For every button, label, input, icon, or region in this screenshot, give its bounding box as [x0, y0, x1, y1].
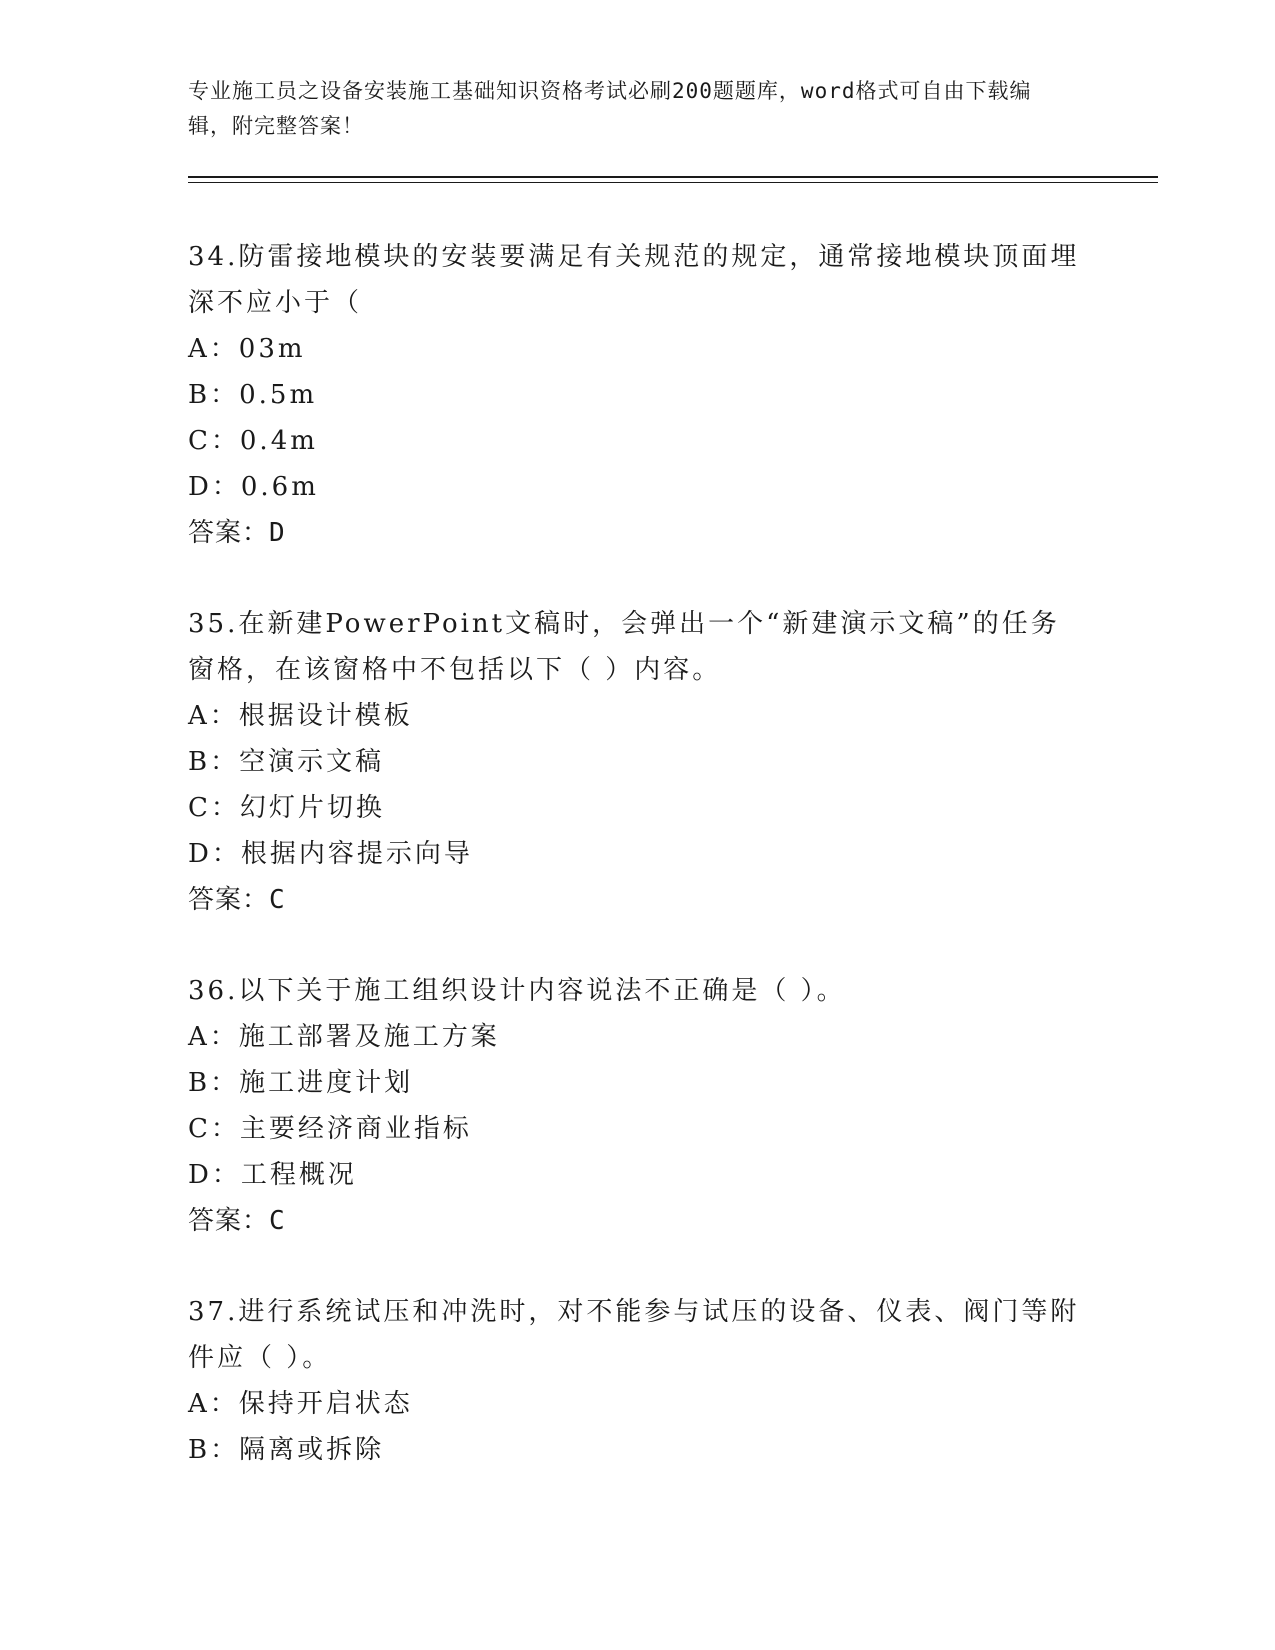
question-35	[188, 601, 1088, 923]
option-d: D：0.6m	[188, 472, 319, 502]
option-b: B：隔离或拆除	[188, 1435, 385, 1465]
question-36	[188, 968, 1088, 1244]
question-text: 35.在新建PowerPoint文稿时，会弹出一个“新建演示文稿”的任务窗格，在该窗格中不包括以下（ ）内容。	[188, 609, 1060, 685]
header-rule-thin	[188, 182, 1158, 183]
option-a: A：根据设计模板	[188, 701, 413, 731]
question-text: 36.以下关于施工组织设计内容说法不正确是（ ）。	[188, 976, 846, 1006]
option-d: D：工程概况	[188, 1160, 357, 1190]
option-d: D：根据内容提示向导	[188, 839, 473, 869]
option-b: B：0.5m	[188, 380, 318, 410]
question-list	[188, 234, 1088, 1518]
answer: 答案：C	[188, 885, 286, 915]
document-header: 专业施工员之设备安装施工基础知识资格考试必刷200题题库，word格式可自由下载编辑，附完整答案！	[188, 79, 1032, 138]
question-text: 37.进行系统试压和冲洗时，对不能参与试压的设备、仪表、阀门等附件应（ ）。	[188, 1297, 1080, 1373]
option-b: B：施工进度计划	[188, 1068, 414, 1098]
header-rule-thick	[188, 176, 1158, 178]
option-c: C：主要经济商业指标	[188, 1114, 472, 1144]
option-a: A：03m	[188, 334, 306, 364]
option-b: B：空演示文稿	[188, 747, 385, 777]
question-37	[188, 1289, 1088, 1473]
option-a: A：保持开启状态	[188, 1389, 413, 1419]
option-a: A：施工部署及施工方案	[188, 1022, 500, 1052]
question-text: 34.防雷接地模块的安装要满足有关规范的规定，通常接地模块顶面埋深不应小于（	[188, 242, 1080, 318]
answer: 答案：D	[188, 518, 286, 548]
answer: 答案：C	[188, 1206, 286, 1236]
option-c: C：0.4m	[188, 426, 318, 456]
option-c: C：幻灯片切换	[188, 793, 385, 823]
question-34	[188, 234, 1088, 556]
